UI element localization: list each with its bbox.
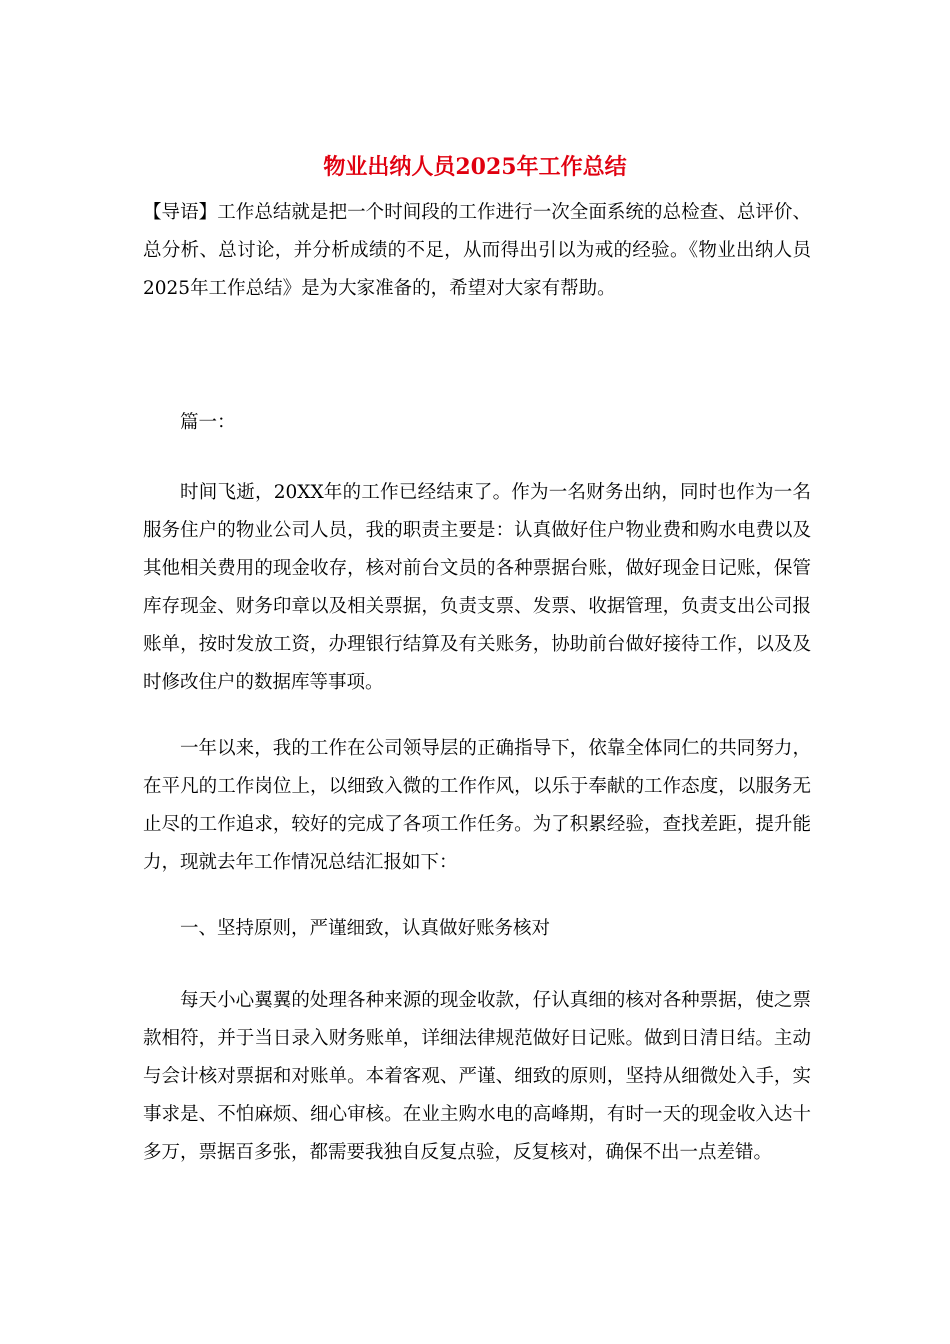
body-paragraph-1: 时间飞逝，20XX年的工作已经结束了。作为一名财务出纳，同时也作为一名服务住户的物业公司人员，我的职责主要是：认真做好住户物业费和购水电费以及其他相关费用的现金收存，核对前台文员的各种票据台账，做好现金日记账，保管库存现金、财务印章以及相关票据，负责支票、发票、收据管理，负责支出公司报账单，按时发放工资，办理银行结算及有关账务，协助前台做好接待工作，以及及时修改住户的数据库等事项。 <box>143 482 811 693</box>
document-title: 物业出纳人员2025年工作总结 <box>323 154 627 180</box>
section-heading-1: 一、坚持原则，严谨细致，认真做好账务核对 <box>180 918 551 939</box>
body-paragraph-2: 一年以来，我的工作在公司领导层的正确指导下，依靠全体同仁的共同努力，在平凡的工作岗位上，以细致入微的工作作风，以乐于奉献的工作态度，以服务无止尽的工作追求，较好的完成了各项工作任务。为了积累经验，查找差距，提升能力，现就去年工作情况总结汇报如下： <box>143 738 811 873</box>
body-paragraph-3: 每天小心翼翼的处理各种来源的现金收款，仔认真细的核对各种票据，使之票款相符，并于当日录入财务账单，详细法律规范做好日记账。做到日清日结。主动与会计核对票据和对账单。本着客观、严谨、细致的原则，坚持从细微处入手，实事求是、不怕麻烦、细心审核。在业主购水电的高峰期，有时一天的现金收入达十多万，票据百多张，都需要我独自反复点验，反复核对，确保不出一点差错。 <box>143 990 811 1163</box>
section-label: 篇一： <box>180 412 236 433</box>
intro-paragraph: 【导语】工作总结就是把一个时间段的工作进行一次全面系统的总检查、总评价、总分析、总讨论，并分析成绩的不足，从而得出引以为戒的经验。《物业出纳人员2025年工作总结》是为大家准备的，希望对大家有帮助。 <box>143 202 811 299</box>
